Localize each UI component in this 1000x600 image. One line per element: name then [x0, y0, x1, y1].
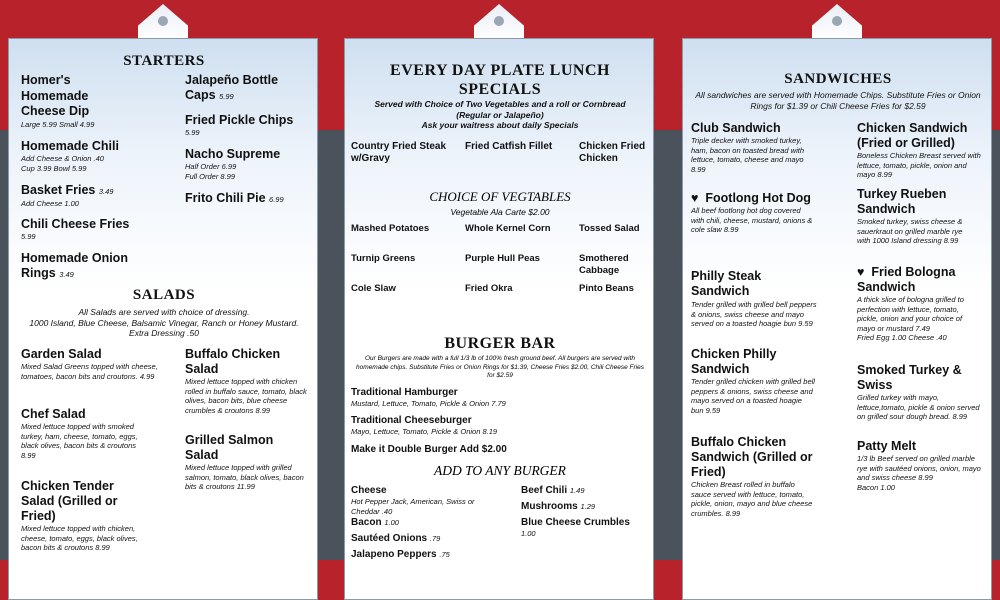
item-price: 5.99 [219, 92, 234, 101]
starter-item [21, 217, 171, 242]
item-desc: Tender grilled with grilled bell peppers & onions, swiss cheese and mayo served on a toasted hoagie bun 9.59 [691, 300, 817, 328]
item-name: Fried Pickle Chips [185, 113, 294, 127]
sandwich-item [857, 439, 985, 492]
starter-item [21, 251, 131, 282]
burger-item [351, 444, 641, 456]
item-name: Chicken Philly Sandwich [691, 347, 777, 376]
vegetable-item: Smothered Cabbage [579, 253, 629, 276]
salad-item [185, 347, 310, 415]
item-price: 1.00 [384, 518, 399, 527]
plate-lunch-note: Served with Choice of Two Vegetables and a roll or Cornbread (Regular or Jalapeño) Ask your waitress about daily Specials [374, 99, 626, 130]
item-name: Chili Cheese Fries [21, 217, 130, 231]
special-item: Chicken Fried Chicken [579, 141, 646, 164]
addon-item [351, 549, 501, 561]
item-name: Nacho Supreme [185, 147, 281, 161]
menu-card-plate-lunch-burgers [344, 38, 654, 600]
item-name: Cheese [351, 485, 387, 496]
item-desc: Smoked turkey, swiss cheese & sauerkraut on grilled marble rye with 1000 Island dressing 8.99 [857, 217, 963, 245]
addon-item [351, 533, 501, 545]
addon-item [521, 517, 651, 539]
item-name: Grilled Salmon Salad [185, 433, 274, 462]
starter-item [21, 73, 171, 129]
vegetable-item: Purple Hull Peas [465, 253, 540, 264]
sandwiches-heading: SANDWICHES [784, 71, 892, 87]
vegetables-heading: CHOICE OF VEGTABLES [429, 189, 571, 204]
item-price: 1.49 [569, 486, 585, 495]
vegetable-item: Tossed Salad [579, 223, 640, 234]
starter-item [185, 73, 310, 104]
item-price: 3.49 [98, 187, 114, 196]
item-desc: Tender grilled chicken with grilled bell peppers & onions, swiss cheese and mayo served on a toasted hoagie bun 9.59 [691, 377, 815, 415]
item-desc: Mixed lettuce topped with chicken rolled in buffalo sauce, tomato, black olives, bacon bits, blue cheese crumbles & croutons 8.99 [185, 377, 307, 415]
starter-item [185, 113, 310, 138]
starter-item [21, 139, 171, 173]
item-desc: A thick slice of bologna grilled to perfection with lettuce, tomato, pickle, onion and your choice of mayo or mustard 7.49 Fried Egg 1.00 Cheese .40 [857, 295, 964, 342]
item-name: Club Sandwich [691, 121, 781, 135]
salad-item [21, 479, 143, 553]
item-desc: 5.99 [185, 128, 200, 137]
tag-hole [832, 16, 842, 26]
sandwich-item [691, 121, 836, 174]
burger-item [351, 387, 641, 409]
vegetable-item: Fried Okra [465, 283, 513, 294]
tag-hole [494, 16, 504, 26]
item-price: .79 [429, 534, 441, 543]
item-desc: Triple decker with smoked turkey, ham, bacon on toasted bread with lettuce, tomato, cheese and mayo 8.99 [691, 136, 804, 174]
item-name: Homemade Onion Rings [21, 251, 128, 280]
vegetable-item: Whole Kernel Corn [465, 223, 551, 234]
item-desc: Mayo, Lettuce, Tomato, Pickle & Onion 8.19 [351, 427, 498, 436]
starter-item [185, 191, 310, 207]
item-desc: Mixed lettuce topped with smoked turkey, ham, cheese, tomato, eggs, black olives, bacon bits & croutons 8.99 [21, 422, 138, 460]
sandwich-item [691, 269, 781, 299]
item-name: Chicken Tender Salad (Grilled or Fried) [21, 479, 118, 523]
starter-item [185, 147, 310, 181]
addon-item [351, 485, 501, 516]
item-desc: Mixed lettuce topped with grilled salmon, tomato, black olives, bacon bits & croutons 11.99 [185, 463, 304, 491]
item-name: Jalapeño Bottle Caps [185, 73, 279, 102]
vegetables-note: Vegetable Ala Carte $2.00 [450, 207, 550, 217]
item-name: Chef Salad [21, 407, 86, 421]
item-desc: Grilled turkey with mayo, lettuce,tomato, pickle & onion served on grilled sour dough bread. 8.99 [857, 393, 980, 421]
item-name: Basket Fries [21, 183, 96, 197]
item-name: Blue Cheese Crumbles [521, 517, 630, 528]
item-name: Homemade Chili [21, 139, 119, 153]
vegetable-item: Mashed Potatoes [351, 223, 430, 234]
item-name: Mushrooms [521, 501, 578, 512]
menu-card-sandwiches [682, 38, 992, 600]
item-price: .75 [439, 550, 450, 559]
tag-hole [158, 16, 168, 26]
item-name: Buffalo Chicken Salad [185, 347, 281, 376]
item-name: Traditional Hamburger [351, 387, 458, 398]
sandwich-item [857, 121, 985, 180]
item-desc: Mixed lettuce topped with chicken, cheese, tomato, eggs, black olives, bacon bits & croutons 8.99 [21, 524, 138, 552]
item-desc: Add Cheese 1.00 [21, 199, 79, 208]
heart-icon: ♥ [857, 265, 865, 279]
item-name: Homer's Homemade Cheese Dip [21, 73, 90, 118]
item-name: Frito Chili Pie [185, 191, 266, 205]
item-desc: Chicken Breast rolled in buffalo sauce served with lettuce, tomato, pickle, onion, mayo and blue cheese crumbles. 8.99 [691, 480, 813, 518]
item-name: Buffalo Chicken Sandwich (Grilled or Fried) [691, 435, 813, 479]
item-desc: Mixed Salad Greens topped with cheese, tomatoes, bacon bits and croutons. 4.99 [21, 362, 158, 381]
menu-card-starters-salads [8, 38, 318, 600]
sandwich-item [691, 435, 836, 518]
item-desc: Mustard, Lettuce, Tomato, Pickle & Onion 7.79 [351, 399, 506, 408]
item-desc: Half Order 6.99 Full Order 8.99 [185, 162, 237, 181]
salads-note: All Salads are served with choice of dressing. 1000 Island, Blue Cheese, Balsamic Vinegar, Ranch or Honey Mustard. Extra Dressing .50 [29, 307, 299, 338]
item-name: Make it Double Burger Add $2.00 [351, 444, 507, 455]
special-item: Fried Catfish Fillet [465, 141, 553, 152]
salad-item [21, 347, 159, 381]
salad-item [185, 433, 310, 492]
burger-bar-heading: BURGER BAR [444, 335, 556, 352]
salads-heading: SALADS [132, 287, 196, 303]
item-name: Smoked Turkey & Swiss [857, 363, 962, 392]
item-desc: 5.99 [21, 232, 36, 241]
item-price: 3.49 [59, 270, 74, 279]
item-name: Philly Steak Sandwich [691, 269, 762, 298]
sandwich-item [857, 187, 977, 246]
item-desc: All beef footlong hot dog covered with chili, cheese, mustard, onions & cole slaw 8.99 [691, 206, 813, 234]
item-name: Bacon [351, 517, 382, 528]
starter-item [21, 183, 171, 209]
item-desc: Boneless Chicken Breast served with lettuce, tomato, pickle, onion and mayo 8.99 [857, 151, 981, 179]
item-price: 1.29 [580, 502, 596, 511]
starters-heading: STARTERS [123, 53, 205, 69]
item-desc: Add Cheese & Onion .40 Cup 3.99 Bowl 5.99 [21, 154, 104, 173]
sandwich-item [691, 347, 815, 415]
addon-item [351, 517, 501, 529]
vegetable-item: Cole Slaw [351, 283, 396, 294]
vegetable-item: Pinto Beans [579, 283, 634, 294]
item-name: Garden Salad [21, 347, 102, 361]
item-name: Turkey Rueben Sandwich [857, 187, 947, 216]
sandwich-item [857, 363, 985, 422]
plate-lunch-heading: EVERY DAY PLATE LUNCH SPECIALS [390, 62, 610, 98]
sandwiches-note: All sandwiches are served with Homemade Chips. Substitute Fries or Onion Rings for $1.39 or Chili Cheese Fries for $2.59 [695, 90, 981, 111]
salad-item [21, 407, 141, 460]
item-name: Patty Melt [857, 439, 917, 453]
vegetable-item: Turnip Greens [351, 253, 416, 264]
addon-item [521, 485, 651, 497]
sandwich-item [857, 265, 985, 343]
item-desc: 1.00 [521, 529, 536, 538]
item-name: Sautéed Onions [351, 533, 428, 544]
item-desc: 1/3 lb Beef served on grilled marble rye with sautéed onions, onion, mayo and swiss cheese 8.99 Bacon 1.00 [857, 454, 981, 492]
burger-bar-note: Our Burgers are made with a full 1/3 lb of 100% fresh ground beef. All burgers are served with homemade chips. Substitute Fries or Onion Rings for $1.39, Cheese Fries $2.00, Chili Cheese Fries for $2.59 [356, 355, 644, 379]
burger-item [351, 415, 641, 437]
item-name: Fried Bologna Sandwich [857, 265, 956, 294]
item-price: 6.99 [269, 195, 284, 204]
item-name: Footlong Hot Dog [705, 191, 811, 205]
heart-icon: ♥ [691, 191, 699, 205]
item-name: Jalapeno Peppers [351, 549, 437, 560]
item-name: Beef Chili [521, 485, 568, 496]
addon-item [521, 501, 651, 513]
add-to-burger-heading: ADD TO ANY BURGER [434, 463, 566, 478]
item-desc: Large 5.99 Small 4.99 [21, 119, 95, 129]
special-item: Country Fried Steak w/Gravy [351, 141, 447, 164]
item-name: Traditional Cheeseburger [351, 415, 472, 426]
sandwich-item [691, 191, 831, 235]
item-desc: Hot Pepper Jack, American, Swiss or Cheddar .40 [351, 497, 475, 516]
item-name: Chicken Sandwich (Fried or Grilled) [857, 121, 968, 150]
